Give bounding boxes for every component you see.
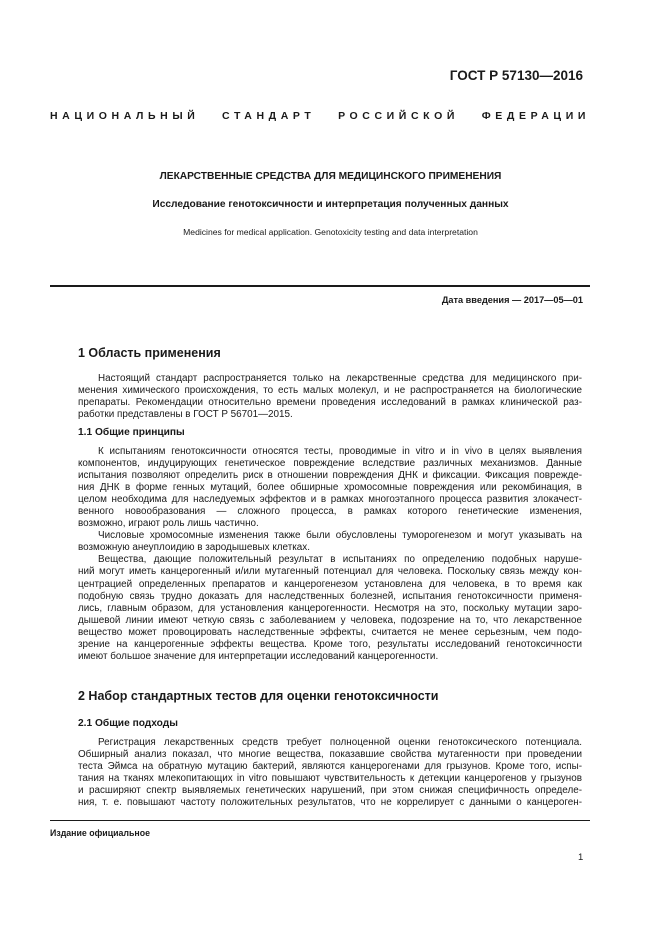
footer-divider [50, 820, 590, 821]
introduction-date: Дата введения — 2017—05—01 [441, 295, 583, 305]
national-standard-banner: НАЦИОНАЛЬНЫЙ СТАНДАРТ РОССИЙСКОЙ ФЕДЕРАЦИИ [50, 110, 590, 122]
subsection-2-1-heading: 2.1 Общие подходы [78, 718, 178, 729]
text-line: теста Эймса на обратную мутацию бактерий, являются канцерогенами для грызунов. Кроме того, испы- [78, 761, 582, 773]
section-2-heading: 2 Набор стандартных тестов для оценки генотоксичности [78, 689, 439, 703]
page-number: 1 [578, 852, 584, 863]
text-line: возможно, играют роль лишь частично. [78, 518, 259, 530]
text-line: ния, т. е. повышают частоту положительных результатов, что не коррелирует с данными о канцероген- [78, 797, 582, 809]
text-line: зрение на канцерогенные эффекты вещества. Кроме того, результаты исследований генотоксичности [78, 638, 582, 650]
text-line: тания на тканях млекопитающих in vitro повышают чувствительность к детекции канцерогенов у грызунов [78, 773, 582, 785]
text-line: имеют большое значение для интерпретации исследований канцерогенности. [78, 650, 439, 662]
text-line: и расширяют спектр выявляемых генетических нарушений, при этом снижая специфичность определе- [78, 785, 582, 797]
document-subtitle: Исследование генотоксичности и интерпретация полученных данных [152, 199, 509, 210]
text-line: лись, главным образом, для установления канцерогенности. Несмотря на это, поскольку мутации заро- [78, 602, 582, 614]
header-divider [50, 285, 590, 287]
document-title-english: Medicines for medical application. Genotoxicity testing and data interpretation [183, 227, 478, 237]
text-line: возможную анеуплоидию в зародышевых клетках. [78, 542, 310, 554]
text-line: Обширный анализ показал, что многие вещества, показавшие свойства мутагенности при проведении [78, 749, 582, 761]
text-line: целом необходима для наследуемых эффектов и в рамках многоэтапного процесса развития злокачест- [78, 494, 582, 506]
text-line: компонентов, индуцирующих генетическое повреждение вследствие различных механизмов. Данные [78, 458, 582, 470]
text-line: ния ДНК в форме генных мутаций, более обширные хромосомные повреждения или рекомбинация, в [78, 482, 582, 494]
text-line: препараты. Рекомендации относительно времени проведения исследований в рамках клинической раз- [78, 397, 582, 409]
text-line: Вещества, дающие положительный результат в испытаниях по определению подобных наруше- [98, 554, 582, 566]
text-line: ний могут иметь канцерогенный и/или мутагенный потенциал для человека. Поскольку связь между кон- [78, 566, 582, 578]
subsection-1-1-heading: 1.1 Общие принципы [78, 427, 185, 438]
text-line: Настоящий стандарт распространяется только на лекарственные средства для медицинского при- [98, 373, 582, 384]
text-line: подобную связь трудно доказать для наследственных болезней, испытания генотоксичности применя- [78, 590, 582, 602]
section-2-paragraph-1 [78, 737, 582, 809]
section-1-paragraph-1 [78, 373, 582, 421]
text-line: работки представлены в ГОСТ Р 56701—2015. [78, 409, 293, 421]
section-1-paragraph-2 [78, 446, 582, 663]
section-1-heading: 1 Область применения [78, 346, 221, 360]
text-line: вещество может провоцировать наследственные эффекты, считается не менее серьезным, чем подо- [78, 626, 582, 638]
text-line: менения химического происхождения, то есть малых молекул, и не распространяется на биологические [78, 385, 582, 397]
text-line: испытания позволяют определить риск в отношении повреждения ДНК и фиксации. Фиксация поврежде- [78, 470, 582, 482]
text-line: центрацией определенных препаратов и канцерогенезом установлена для человека, в то время как [78, 578, 582, 590]
text-line: К испытаниям генотоксичности относятся тесты, проводимые in vitro и in vivo в целях выявления [98, 446, 582, 457]
text-line: Регистрация лекарственных средств требует полноценной оценки генотоксического потенциала. [98, 737, 582, 748]
text-line: Числовые хромосомные изменения также были обусловлены туморогенезом и могут указывать на [98, 530, 582, 542]
document-number: ГОСТ Р 57130—2016 [449, 68, 583, 83]
document-title: ЛЕКАРСТВЕННЫЕ СРЕДСТВА ДЛЯ МЕДИЦИНСКОГО ПРИМЕНЕНИЯ [159, 171, 502, 182]
text-line: дышевой линии имеют четкую связь с заболеванием у человека, подозрение на то, что лекарственное [78, 614, 582, 626]
official-edition-label: Издание официальное [50, 828, 150, 838]
text-line: венного новообразования — сложного процесса, в рамках которого генетические изменения, [78, 506, 582, 518]
